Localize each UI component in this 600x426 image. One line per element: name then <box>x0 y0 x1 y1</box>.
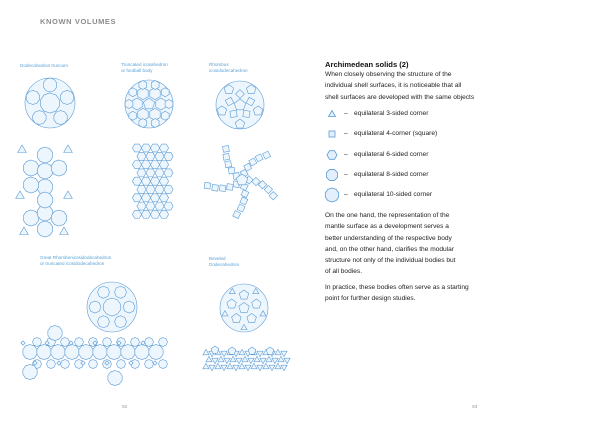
body-paragraph-2 <box>325 282 469 305</box>
octagon-face <box>61 338 70 347</box>
text-line: mantle surface as a development serves a <box>325 223 449 231</box>
body-paragraph-1 <box>325 210 456 278</box>
octagon-face <box>47 360 56 369</box>
triangle-face <box>233 365 239 370</box>
legend-dash: – <box>344 151 348 158</box>
octagon-face <box>145 360 154 369</box>
triangle-face <box>203 363 209 368</box>
square-face <box>241 190 249 198</box>
square-face <box>228 167 235 174</box>
octagon-face <box>115 316 127 328</box>
intro-paragraph <box>325 69 474 103</box>
legend-label: equilateral 10-sided corner <box>354 191 433 198</box>
caption-line: or truncated icosidodecahedron <box>40 261 105 266</box>
decagon-face <box>48 326 62 341</box>
text-line: point for further design studies. <box>325 295 416 303</box>
hexagon-icon <box>326 149 338 161</box>
triangle-face <box>248 358 254 363</box>
caption-line: Rhombus <box>209 62 229 67</box>
hexagon-face <box>141 161 150 169</box>
square-face <box>204 182 211 189</box>
triangle-face <box>242 356 248 361</box>
triangle-face <box>64 191 73 199</box>
decagon-face <box>65 345 79 360</box>
decagon-face <box>37 163 52 179</box>
square-face <box>240 197 248 205</box>
triangle-face <box>257 351 263 356</box>
triangle-face <box>278 356 284 361</box>
triangle-face <box>275 363 281 368</box>
hexagon-face <box>155 186 164 194</box>
octagon-face <box>131 338 140 347</box>
decagon-face <box>33 111 46 125</box>
decagon-face <box>43 78 56 92</box>
legend-label: equilateral 8-sided corner <box>354 171 429 178</box>
pentagon-face <box>266 347 274 354</box>
decagon-face <box>23 177 38 193</box>
legend-label: equilateral 3-sided corner <box>354 110 429 117</box>
hexagon-face <box>137 152 146 160</box>
text-line: In practice, these bodies often serve as a starting <box>325 284 469 291</box>
hexagon-face <box>151 80 159 89</box>
hexagon-face <box>129 111 137 120</box>
hexagon-face <box>164 152 173 160</box>
triangle-face <box>263 363 269 368</box>
decagon-face <box>108 371 122 386</box>
triangle-face <box>18 145 27 153</box>
triangle-face <box>236 358 242 363</box>
hexagon-face <box>150 194 159 202</box>
octagon-face <box>89 301 101 313</box>
decagon-face <box>121 345 135 360</box>
hexagon-face <box>164 169 173 177</box>
decagon-face <box>23 365 37 380</box>
hexagon-face <box>141 194 150 202</box>
square-face <box>255 154 263 162</box>
hexagon-face <box>161 111 169 120</box>
hexagon-face <box>132 144 141 152</box>
section-header: KNOWN VOLUMES <box>40 17 117 26</box>
triangle-face <box>221 351 227 356</box>
octagon-face <box>159 360 168 369</box>
hexagon-face <box>155 169 164 177</box>
square-face <box>223 153 230 160</box>
hexagon-face <box>139 119 147 128</box>
hexagon-face <box>150 161 159 169</box>
legend-label: equilateral 4-corner (square) <box>354 130 438 137</box>
triangle-face <box>203 349 209 354</box>
triangle-face <box>227 363 233 368</box>
octagon-face <box>103 338 112 347</box>
triangle-face <box>281 351 287 356</box>
page-number-right: 93 <box>472 405 478 410</box>
hexagon-face <box>146 152 155 160</box>
octagon-face <box>123 301 135 313</box>
hexagon-face <box>132 177 141 185</box>
triangle-face <box>266 356 272 361</box>
polyhedron-drawings <box>16 78 290 386</box>
pentagon-face <box>228 347 236 354</box>
octagon-face <box>33 338 42 347</box>
hexagon-face <box>125 100 133 109</box>
pentagon-face <box>248 347 256 354</box>
triangle-icon <box>326 108 338 120</box>
triangle-face <box>281 365 287 370</box>
octagon-face <box>75 338 84 347</box>
square-face <box>243 110 250 117</box>
decagon-face <box>149 345 163 360</box>
caption-line: or football body <box>121 68 153 73</box>
text-line: better understanding of the respective body <box>325 234 452 242</box>
hexagon-face <box>159 161 168 169</box>
square-face <box>219 185 226 192</box>
legend-label: equilateral 6-sided corner <box>354 151 429 158</box>
caption-line: Beveled <box>209 256 226 261</box>
caption-line: Dodecahedron <box>209 262 240 267</box>
text-line: When closely observing the structure of the <box>325 71 452 78</box>
text-line: of all bodies. <box>325 268 363 276</box>
hexagon-face <box>129 88 137 97</box>
square-face <box>223 145 230 152</box>
text-line: and, on the other hand, clarifies the modular <box>325 245 455 253</box>
hexagon-face <box>155 152 164 160</box>
decagon-face <box>93 345 107 360</box>
decagon-face <box>26 90 39 104</box>
hexagon-face <box>132 98 142 110</box>
decagon-face <box>135 345 149 360</box>
triangle-face <box>269 365 275 370</box>
triangle-face <box>284 358 290 363</box>
caption-dodecahedron-truncum: Dodecahedron truncum <box>20 63 69 68</box>
square-face <box>264 185 272 193</box>
decagon-face <box>40 93 59 113</box>
hexagon-face <box>159 210 168 218</box>
decagon-face <box>107 345 121 360</box>
square-face <box>212 184 219 191</box>
caption-line: Truncated icosahedron <box>121 62 168 67</box>
hexagon-face <box>155 202 164 210</box>
triangle-face <box>224 358 230 363</box>
decagon-face <box>51 160 66 176</box>
legend-dash: – <box>344 171 348 178</box>
hexagon-face <box>141 177 150 185</box>
decagon-face <box>54 111 67 125</box>
octagon-face <box>145 338 154 347</box>
hexagon-face <box>151 119 159 128</box>
text-line: individual shell surfaces, it is noticeable that all <box>325 82 462 90</box>
hexagon-face <box>139 80 147 89</box>
square-icon <box>326 128 338 140</box>
square-face <box>233 211 241 219</box>
hexagon-face <box>161 88 169 97</box>
square-face <box>263 151 271 159</box>
hexagon-face <box>156 98 166 110</box>
triangle-face <box>239 349 245 354</box>
decagon-face <box>60 90 73 104</box>
caption-line: Great Rhombenicosidodecahedron <box>40 255 112 260</box>
decagon-face <box>23 345 37 360</box>
hexagon-face <box>146 202 155 210</box>
triangle-face <box>20 227 29 235</box>
decagon-face <box>51 345 65 360</box>
decagon-icon <box>326 189 338 201</box>
hexagon-face <box>132 161 141 169</box>
triangle-face <box>239 363 245 368</box>
octagon-face <box>117 360 126 369</box>
triangle-face <box>254 356 260 361</box>
decagon-face <box>51 210 66 226</box>
square-face <box>225 161 232 168</box>
hexagon-face <box>164 202 173 210</box>
decagon-face <box>37 147 52 163</box>
pentagon-face <box>211 346 219 353</box>
decagon-face <box>23 210 38 226</box>
text-line: On the one hand, the representation of the <box>325 212 450 219</box>
hexagon-face <box>150 210 159 218</box>
triangle-face <box>206 356 212 361</box>
triangle-face <box>245 365 251 370</box>
caption-line: icosidodecahedron <box>209 68 248 73</box>
legend-dash: – <box>344 110 348 117</box>
triangle-face <box>212 358 218 363</box>
hexagon-face <box>137 169 146 177</box>
hexagon-face <box>137 186 146 194</box>
hexagon-face <box>146 186 155 194</box>
decagon-face <box>37 192 52 208</box>
square-face <box>21 341 25 345</box>
decagon-face <box>37 221 52 237</box>
text-line: structure not only of the individual bodies but <box>325 257 456 265</box>
octagon-face <box>89 360 98 369</box>
hexagon-face <box>164 186 173 194</box>
triangle-face <box>64 145 73 153</box>
triangle-face <box>215 363 221 368</box>
decagon-face <box>103 298 120 316</box>
legend-dash: – <box>344 130 348 137</box>
square-face <box>230 110 237 117</box>
triangle-face <box>60 227 69 235</box>
legend-dash: – <box>344 191 348 198</box>
triangle-face <box>275 349 281 354</box>
triangle-face <box>209 365 215 370</box>
hexagon-face <box>137 202 146 210</box>
triangle-face <box>260 358 266 363</box>
square-face <box>227 184 234 191</box>
decagon-face <box>23 160 38 176</box>
triangle-face <box>257 365 263 370</box>
triangle-face <box>221 365 227 370</box>
triangle-face <box>16 191 25 199</box>
section-title: Archimedean solids (2) <box>325 60 409 69</box>
hexagon-face <box>165 100 173 109</box>
decagon-face <box>79 345 93 360</box>
octagon-face <box>98 316 110 328</box>
decagon-face <box>37 345 51 360</box>
hexagon-face <box>141 210 150 218</box>
hexagon-face <box>159 177 168 185</box>
triangle-face <box>218 356 224 361</box>
hexagon-face <box>132 210 141 218</box>
octagon-face <box>115 286 127 298</box>
hexagon-face <box>150 144 159 152</box>
hexagon-face <box>146 169 155 177</box>
hexagon-face <box>159 194 168 202</box>
triangle-face <box>251 363 257 368</box>
hexagon-face <box>150 177 159 185</box>
octagon-icon <box>326 169 338 181</box>
square-face <box>237 204 245 212</box>
page-number-left: 92 <box>122 405 128 410</box>
square-face <box>269 192 277 200</box>
octagon-face <box>98 286 110 298</box>
triangle-face <box>272 358 278 363</box>
hexagon-face <box>141 144 150 152</box>
hexagon-face <box>159 144 168 152</box>
text-line: shell surfaces are developed with the same objects <box>325 93 475 101</box>
triangle-face <box>230 356 236 361</box>
hexagon-face <box>132 194 141 202</box>
octagon-face <box>61 360 70 369</box>
octagon-face <box>159 338 168 347</box>
